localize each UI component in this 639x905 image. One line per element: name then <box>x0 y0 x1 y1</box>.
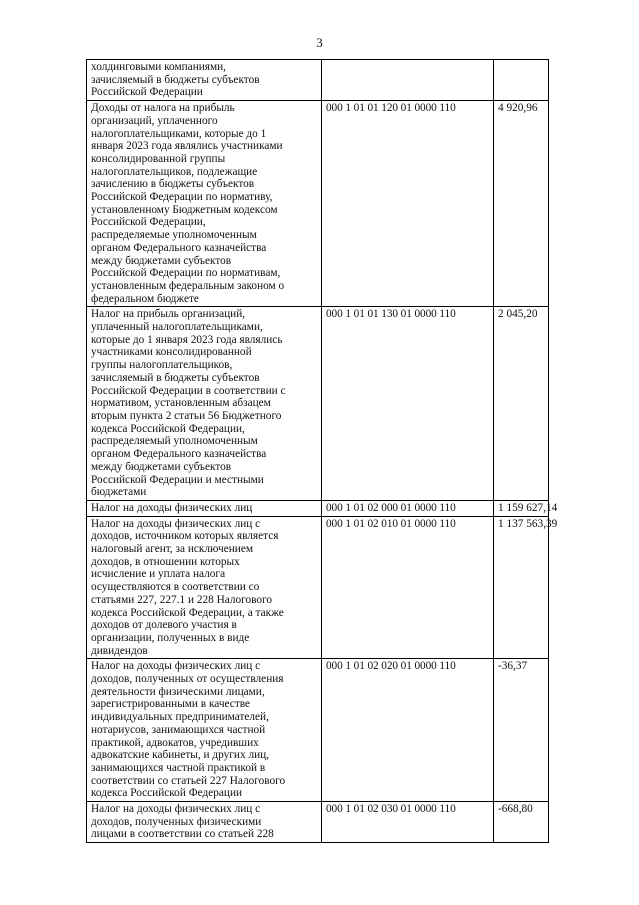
revenue-name-cell: Налог на доходы физических лиц <box>87 500 322 516</box>
revenue-name-cell: Доходы от налога на прибыль организаций, уплаченного налогоплательщиками, которые до 1 января 2023 года являлись участниками консолидированной группы налогоплательщиков, подлежащие зачислению в бюджеты субъектов Российской Федерации по нормативу, установленному Бюджетным кодексом Российской Федерации, распределяемые уполномоченным органом Федерального казначейства между бюджетами субъектов Российской Федерации по нормативам, установленным федеральным законом о федеральном бюджете <box>87 101 322 307</box>
revenue-code-cell: 000 1 01 02 000 01 0000 110 <box>322 500 494 516</box>
revenue-code-cell: 000 1 01 01 130 01 0000 110 <box>322 307 494 501</box>
table-row <box>87 307 549 501</box>
revenue-name-cell: Налог на доходы физических лиц с доходов, полученных от осуществления деятельности физическими лицами, зарегистрированными в качестве индивидуальных предпринимателей, нотариусов, занимающихся частной практикой, адвокатов, учредивших адвокатские кабинеты, и других лиц, занимающихся частной практикой в соответствии со статьей 227 Налогового кодекса Российской Федерации <box>87 659 322 802</box>
revenue-name-cell: холдинговыми компаниями, зачисляемый в бюджеты субъектов Российской Федерации <box>87 60 322 101</box>
revenue-amount-cell: 2 045,20 <box>494 307 549 501</box>
revenue-code-cell: 000 1 01 02 010 01 0000 110 <box>322 516 494 659</box>
revenue-name-cell: Налог на прибыль организаций, уплаченный налогоплательщиками, которые до 1 января 2023 года являлись участниками консолидированной группы налогоплательщиков, зачисляемый в бюджеты субъектов Российской Федерации в соответствии с нормативом, установленным абзацем вторым пункта 2 статьи 56 Бюджетного кодекса Российской Федерации, распределяемый уполномоченным органом Федерального казначейства между бюджетами субъектов Российской Федерации и местными бюджетами <box>87 307 322 501</box>
revenue-amount-cell: 1 137 563,39 <box>494 516 549 659</box>
revenue-amount-cell <box>494 60 549 101</box>
table-row <box>87 802 549 843</box>
revenue-amount-cell: -668,80 <box>494 802 549 843</box>
revenue-code-cell: 000 1 01 02 020 01 0000 110 <box>322 659 494 802</box>
table-row <box>87 101 549 307</box>
revenue-name-cell: Налог на доходы физических лиц с доходов, полученных физическими лицами в соответствии со статьей 228 <box>87 802 322 843</box>
revenue-code-cell: 000 1 01 01 120 01 0000 110 <box>322 101 494 307</box>
revenue-table <box>86 59 558 843</box>
table-row <box>87 500 549 516</box>
revenue-code-cell <box>322 60 494 101</box>
revenue-amount-cell: 1 159 627,14 <box>494 500 549 516</box>
page-number: 3 <box>316 35 323 50</box>
table-row <box>87 516 549 659</box>
table-row <box>87 659 549 802</box>
table-row <box>87 60 549 101</box>
revenue-name-cell: Налог на доходы физических лиц с доходов, источником которых является налоговый агент, за исключением доходов, в отношении которых исчисление и уплата налога осуществляются в соответствии со статьями 227, 227.1 и 228 Налогового кодекса Российской Федерации, а также доходов от долевого участия в организации, полученных в виде дивидендов <box>87 516 322 659</box>
revenue-amount-cell: 4 920,96 <box>494 101 549 307</box>
revenue-amount-cell: -36,37 <box>494 659 549 802</box>
revenue-code-cell: 000 1 01 02 030 01 0000 110 <box>322 802 494 843</box>
